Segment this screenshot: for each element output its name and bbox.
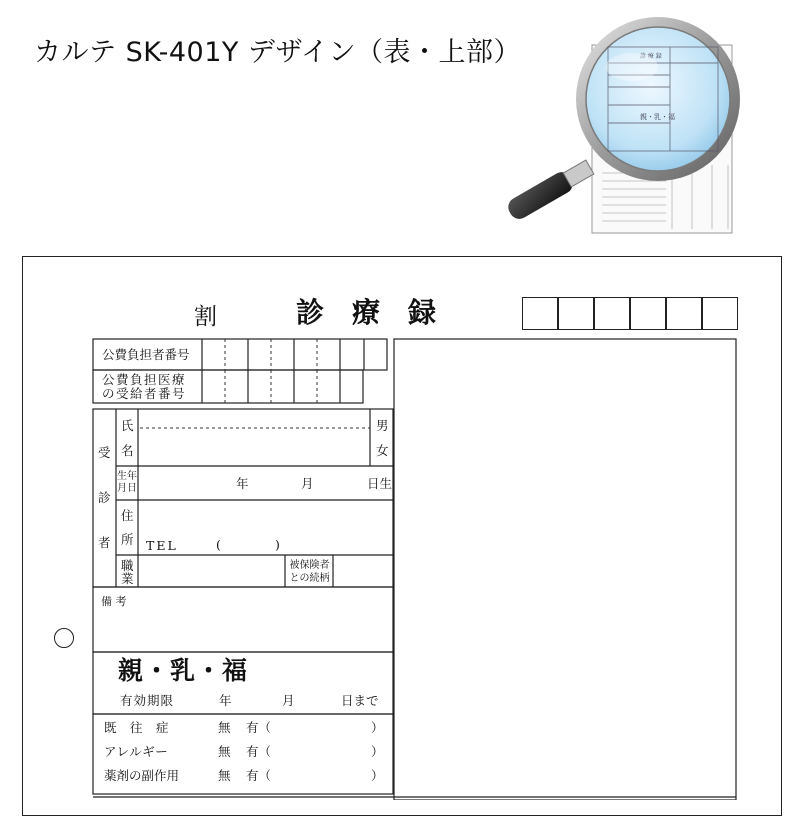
remarks-field[interactable] [95,610,391,650]
patient-label-2: 診 [98,490,111,505]
birth-year-label: 年 [236,476,249,491]
form-title: 診 療 録 [296,296,437,329]
validity-month-label: 月 [282,693,295,708]
tel-paren-open: ( [216,537,221,552]
side-effect-label: 薬剤の副作用 [104,768,180,783]
name-label-2: 名 [121,443,134,458]
validity-label: 有効期限 [120,693,175,708]
payer-number-label: 公費負担者番号 [102,347,190,362]
remarks-label: 備 考 [101,595,127,608]
validity-year-label: 年 [219,693,232,708]
patient-label-3: 者 [98,535,111,550]
page-title: カルテ SK-401Y デザイン（表・上部） [34,37,522,68]
relation-field[interactable] [335,557,391,585]
history-yes-option[interactable]: 有（ [246,720,272,735]
side-effect-yes-option[interactable]: 有（ [246,768,272,783]
payer-number-field[interactable] [202,339,364,370]
sex-female[interactable]: 女 [376,443,389,458]
validity-until-label: 日まで [341,693,379,708]
wari-label: 割 [194,304,217,330]
allergy-none-option[interactable]: 無 [218,744,231,759]
name-field[interactable] [140,411,368,464]
tel-paren-close: ) [275,537,280,552]
tel-label: TEL [146,538,178,553]
allergy-yes-option[interactable]: 有（ [246,744,272,759]
job-label-2: 業 [121,571,134,586]
relation-label-2: との続柄 [289,573,330,584]
allergy-close-paren: ） [371,744,384,759]
address-label-2: 所 [121,532,134,547]
sex-male[interactable]: 男 [376,418,389,433]
relation-label-1: 被保険者 [289,560,330,571]
address-label-1: 住 [121,508,134,523]
birth-month-label: 月 [301,476,314,491]
allergy-label: アレルギー [104,744,169,759]
address-field[interactable] [140,502,390,534]
svg-text:診 療 録: 診 療 録 [640,53,662,60]
patient-label-1: 受 [98,445,111,460]
job-label-1: 職 [121,558,134,573]
name-label-1: 氏 [121,418,134,433]
recipient-number-label-2: の受給者番号 [102,386,187,401]
recipient-number-field[interactable] [202,370,363,403]
history-label: 既 往 症 [104,720,170,735]
history-close-paren: ） [371,720,384,735]
birth-date-field[interactable] [140,468,393,498]
svg-text:親・乳・福: 親・乳・福 [640,113,675,121]
occupation-field[interactable] [140,557,283,585]
clinical-notes-area[interactable] [396,341,734,798]
recipient-number-label-1: 公費負担医療 [102,372,187,387]
birth-label-2: 月日 [117,483,137,494]
side-effect-close-paren: ） [371,768,384,783]
benefit-title: 親・乳・福 [118,656,249,685]
birth-label-1: 生年 [117,471,137,482]
side-effect-none-option[interactable]: 無 [218,768,231,783]
birth-day-label: 日生 [367,476,393,491]
history-none-option[interactable]: 無 [218,720,231,735]
